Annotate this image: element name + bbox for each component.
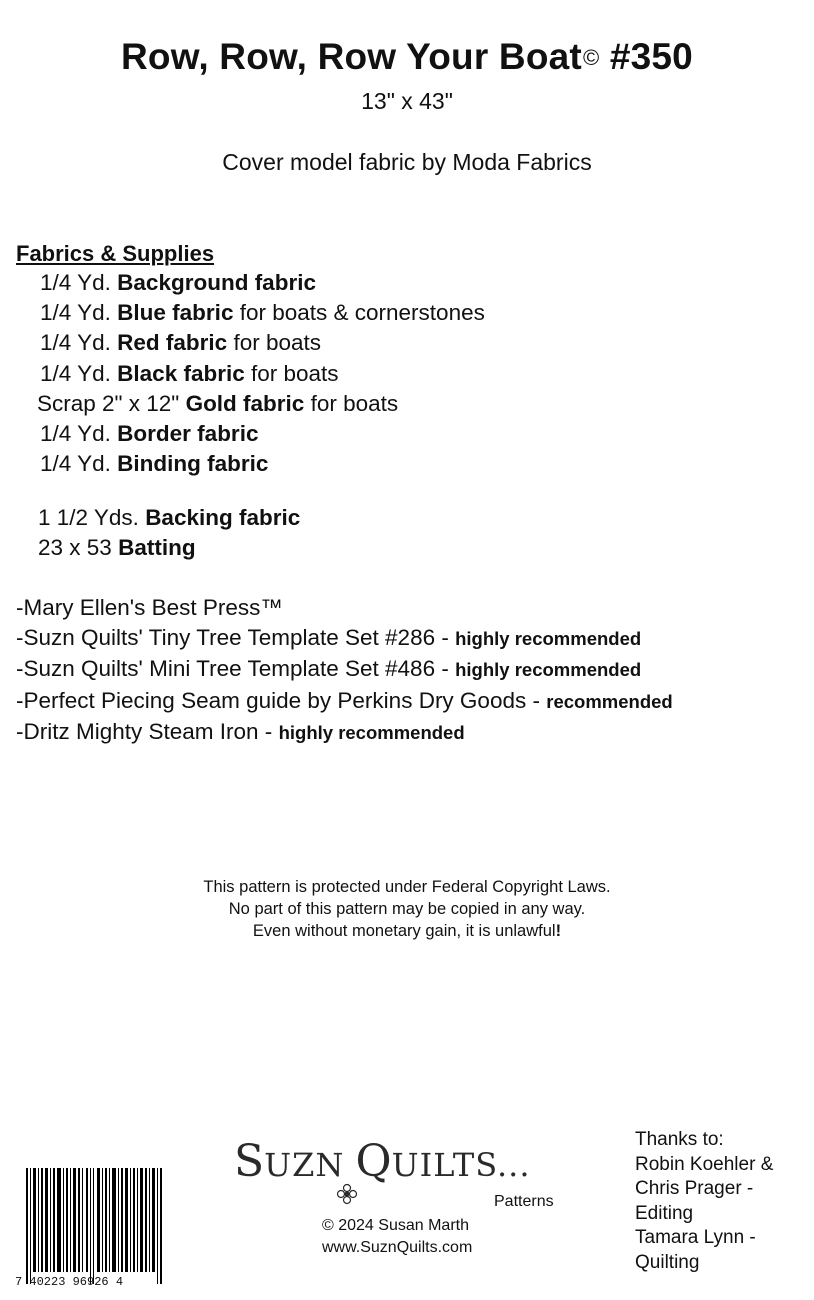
- copyright-line: © 2024 Susan Marth: [322, 1217, 469, 1234]
- fabrics-supplies-heading: Fabrics & Supplies: [16, 241, 215, 266]
- pattern-number: #350: [609, 36, 693, 77]
- thanks-line: Robin Koehler &: [635, 1153, 774, 1175]
- finished-size: 13" x 43": [361, 88, 453, 114]
- backing-list: [38, 503, 300, 563]
- footer-copyright: [322, 1215, 472, 1259]
- fabrics-list: [37, 268, 485, 479]
- recommendation: highly recommended: [455, 628, 642, 650]
- page-title: [0, 36, 814, 78]
- supply-item: -Perfect Piecing Seam guide by Perkins Dry Goods - recommended: [16, 687, 673, 713]
- fabric-item: 1/4 Yd. Blue fabric for boats & cornerstones: [40, 300, 485, 326]
- fabric-item: 1/4 Yd. Background fabric: [40, 270, 316, 295]
- copyright-notice: [0, 876, 814, 942]
- supply-item: -Suzn Quilts' Mini Tree Template Set #486 - highly recommended: [16, 656, 642, 682]
- barcode-image: [26, 1168, 171, 1288]
- title-text: Row, Row, Row Your Boat: [121, 36, 582, 77]
- fabric-item: 1/4 Yd. Red fabric for boats: [40, 330, 322, 356]
- thanks-line: Chris Prager -: [635, 1178, 754, 1199]
- supplies-list: [16, 593, 673, 748]
- fabric-item: 1/4 Yd. Binding fabric: [40, 451, 269, 477]
- fabric-item: Scrap 2" x 12" Gold fabric for boats: [37, 390, 399, 416]
- flower-icon: [336, 1183, 358, 1205]
- supply-item: -Mary Ellen's Best Press™: [16, 595, 283, 620]
- website-link[interactable]: www.SuznQuilts.com: [322, 1239, 473, 1256]
- thanks-credits: [635, 1128, 773, 1275]
- suzn-quilts-logo: SUZN QUILTS...: [234, 1136, 531, 1187]
- backing-item: 23 x 53 Batting: [38, 535, 196, 561]
- recommendation: highly recommended: [455, 659, 642, 681]
- copyright-symbol: ©: [582, 45, 600, 70]
- logo-subtitle: Patterns: [494, 1193, 554, 1210]
- thanks-line: Tamara Lynn -: [635, 1227, 756, 1248]
- supply-item: -Suzn Quilts' Tiny Tree Template Set #286 - highly recommended: [16, 625, 642, 651]
- recommendation: highly recommended: [278, 721, 465, 743]
- barcode-digits: 7 40223 96926 4: [15, 1275, 124, 1289]
- fabric-item: 1/4 Yd. Black fabric for boats: [40, 360, 339, 386]
- thanks-line: Editing: [635, 1202, 694, 1224]
- legal-line: This pattern is protected under Federal Copyright Laws.: [203, 878, 611, 896]
- supply-item: -Dritz Mighty Steam Iron - highly recommended: [16, 718, 465, 744]
- cover-note: Cover model fabric by Moda Fabrics: [222, 149, 592, 175]
- recommendation: recommended: [546, 690, 673, 712]
- legal-line: Even without monetary gain, it is unlawful!: [252, 922, 562, 940]
- thanks-line: Quilting: [635, 1251, 700, 1273]
- thanks-line: Thanks to:: [635, 1129, 724, 1150]
- fabric-item: 1/4 Yd. Border fabric: [40, 421, 259, 447]
- legal-line: No part of this pattern may be copied in any way.: [228, 900, 586, 918]
- backing-item: 1 1/2 Yds. Backing fabric: [38, 505, 301, 530]
